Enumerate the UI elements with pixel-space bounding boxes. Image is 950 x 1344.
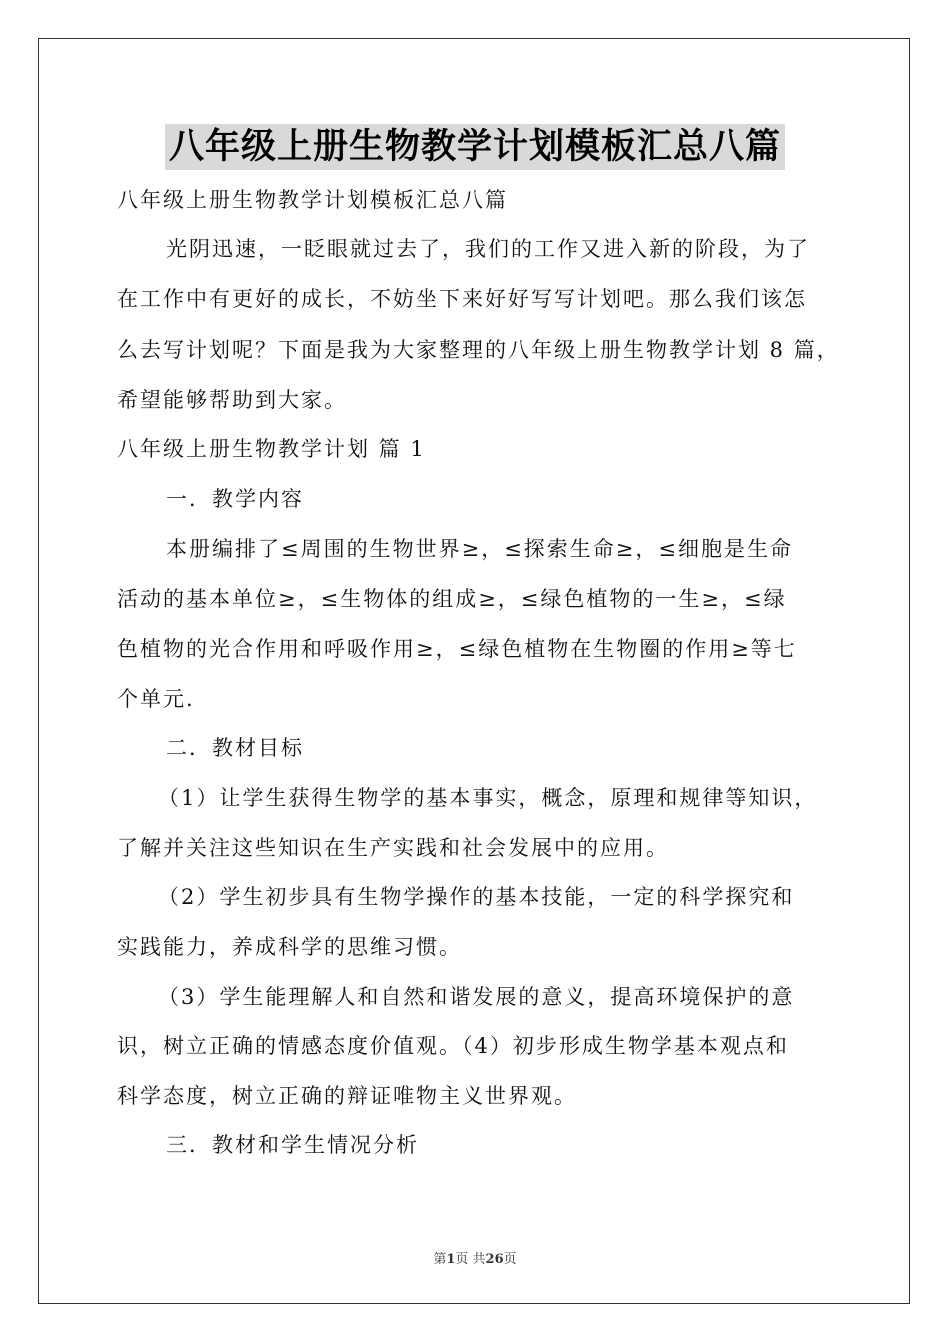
goal-line: （1）让学生获得生物学的基本事实，概念，原理和规律等知识， [158,786,818,810]
heading-textbook-goals: 二．教材目标 [166,736,304,760]
title-wrap [0,124,950,170]
footer-page-post: 页 [503,1252,517,1267]
goal-line: （3）学生能理解人和自然和谐发展的意义，提高环境保护的意 [158,985,795,1009]
heading-teaching-content: 一．教学内容 [166,487,304,511]
content-line: 本册编排了≤周围的生物世界≥，≤探索生命≥，≤细胞是生命 [166,537,793,561]
footer-page-total: 26 [485,1252,504,1267]
document-title: 八年级上册生物教学计划模板汇总八篇 [165,124,785,170]
goal-line: 了解并关注这些知识在生产实践和社会发展中的应用。 [117,836,669,860]
content-line: 色植物的光合作用和呼吸作用≥，≤绿色植物在生物圈的作用≥等七 [117,637,797,661]
subtitle: 八年级上册生物教学计划模板汇总八篇 [117,188,508,212]
content-line: 活动的基本单位≥，≤生物体的组成≥，≤绿色植物的一生≥，≤绿 [117,587,787,611]
intro-line: 光阴迅速，一眨眼就过去了，我们的工作又进入新的阶段，为了 [166,237,810,261]
goal-line: （2）学生初步具有生物学操作的基本技能，一定的科学探究和 [158,885,795,909]
goal-line: 科学态度，树立正确的辩证唯物主义世界观。 [117,1084,577,1108]
page-footer [0,1248,950,1267]
footer-page-mid: 页 共 [455,1252,486,1267]
goal-line: 实践能力，养成科学的思维习惯。 [117,935,462,959]
footer-page-pre: 第 [433,1252,447,1267]
intro-line: 希望能够帮助到大家。 [117,388,347,412]
section-title: 八年级上册生物教学计划 篇 1 [117,437,426,461]
content-line: 个单元. [117,687,195,711]
page-frame [38,38,910,1304]
intro-line: 在工作中有更好的成长，不妨坐下来好好写写计划吧。那么我们该怎 [117,287,807,311]
intro-line: 么去写计划呢？下面是我为大家整理的八年级上册生物教学计划 8 篇， [117,338,840,362]
footer-page-current: 1 [446,1252,456,1267]
heading-analysis: 三．教材和学生情况分析 [166,1133,419,1157]
goal-line: 识，树立正确的情感态度价值观。（4）初步形成生物学基本观点和 [117,1034,789,1058]
